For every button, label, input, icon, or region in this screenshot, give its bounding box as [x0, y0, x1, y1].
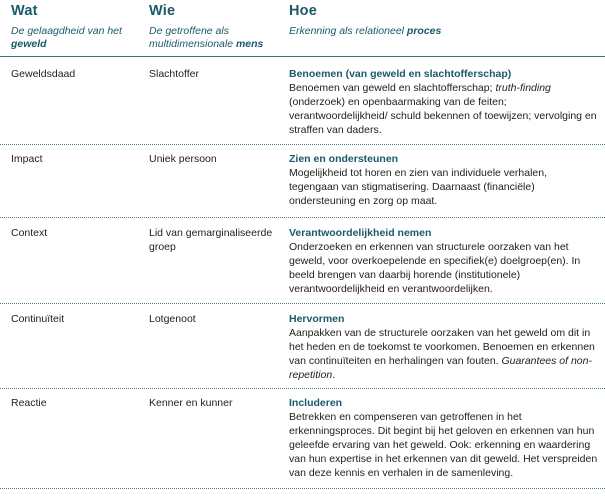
header-wie: [149, 3, 284, 51]
row-divider: [0, 144, 605, 145]
row-2-wie: Uniek persoon: [149, 153, 217, 165]
row-4-wat: Continuïteit: [11, 313, 65, 325]
row-divider: [0, 303, 605, 304]
row-2-hoe-title: Zien en ondersteunen: [289, 153, 399, 165]
row-5-hoe: [289, 396, 599, 480]
row-1-wat: Geweldsdaad: [11, 68, 76, 80]
row-3-hoe-description: Onderzoeken en erkennen van structurele oorzaken van het geweld, voor overkoepelende en specifiek(e) doelgroep(en). In beeld brengen van daarbij horende (institutionele) verantwoordelijkheid en verantwoordelijken.: [289, 241, 581, 295]
row-3-hoe: [289, 226, 599, 296]
header-hoe-title: Hoe: [289, 3, 317, 19]
row-4-hoe: [289, 312, 599, 382]
row-4-wie: Lotgenoot: [149, 313, 196, 325]
header-wat-subtitle: De gelaagdheid van het geweld: [11, 25, 122, 50]
row-5-wie: Kenner en kunner: [149, 397, 233, 409]
row-3-wat: Context: [11, 227, 48, 239]
row-divider: [0, 217, 605, 218]
row-3-hoe-title: Verantwoordelijkheid nemen: [289, 227, 432, 239]
header-divider: [0, 56, 605, 57]
header-wie-subtitle: De getroffene als multidimensionale mens: [149, 25, 264, 50]
row-4-hoe-description: Aanpakken van de structurele oorzaken van het geweld om dit in het heden en de toekomst te voorkomen. Benoemen en erkennen van continuïteiten en herhalingen van fouten. Guarantees of non-repetition.: [289, 327, 595, 381]
row-3-wie: Lid van gemarginaliseerde groep: [149, 227, 273, 253]
row-divider: [0, 488, 605, 489]
header-wat-title: Wat: [11, 3, 38, 19]
row-5-hoe-description: Betrekken en compenseren van getroffenen in het erkenningsproces. Dit begint bij het geloven en erkennen van hun geleefde ervaring van het geweld. Ook: erkenning en waardering van hun expertise in het erkennen van dit geweld. Het verspreiden van deze kennis en verhalen in de samenleving.: [289, 411, 598, 479]
row-1-hoe-description: Benoemen van geweld en slachtofferschap; truth-finding (onderzoek) en openbaarmaking van de feiten; verantwoordelijkheid/ schuld bekennen of toewijzen; vervolging en straffen van daders.: [289, 82, 597, 136]
row-divider: [0, 388, 605, 389]
header-hoe-subtitle: Erkenning als relationeel proces: [289, 25, 442, 37]
header-hoe: [289, 3, 599, 38]
row-5-wat: Reactie: [11, 397, 47, 409]
row-1-hoe: [289, 67, 599, 137]
row-2-hoe: [289, 152, 599, 208]
row-5-hoe-title: Includeren: [289, 397, 343, 409]
row-1-hoe-title: Benoemen (van geweld en slachtofferschap): [289, 68, 512, 80]
header-wie-title: Wie: [149, 3, 176, 19]
header-wat: [11, 3, 141, 51]
row-4-hoe-title: Hervormen: [289, 313, 345, 325]
row-2-hoe-description: Mogelijkheid tot horen en zien van individuele verhalen, tegengaan van stigmatisering. Daarnaast (financiële) ondersteuning en zorg op maat.: [289, 167, 547, 207]
row-2-wat: Impact: [11, 153, 43, 165]
row-1-wie: Slachtoffer: [149, 68, 200, 80]
